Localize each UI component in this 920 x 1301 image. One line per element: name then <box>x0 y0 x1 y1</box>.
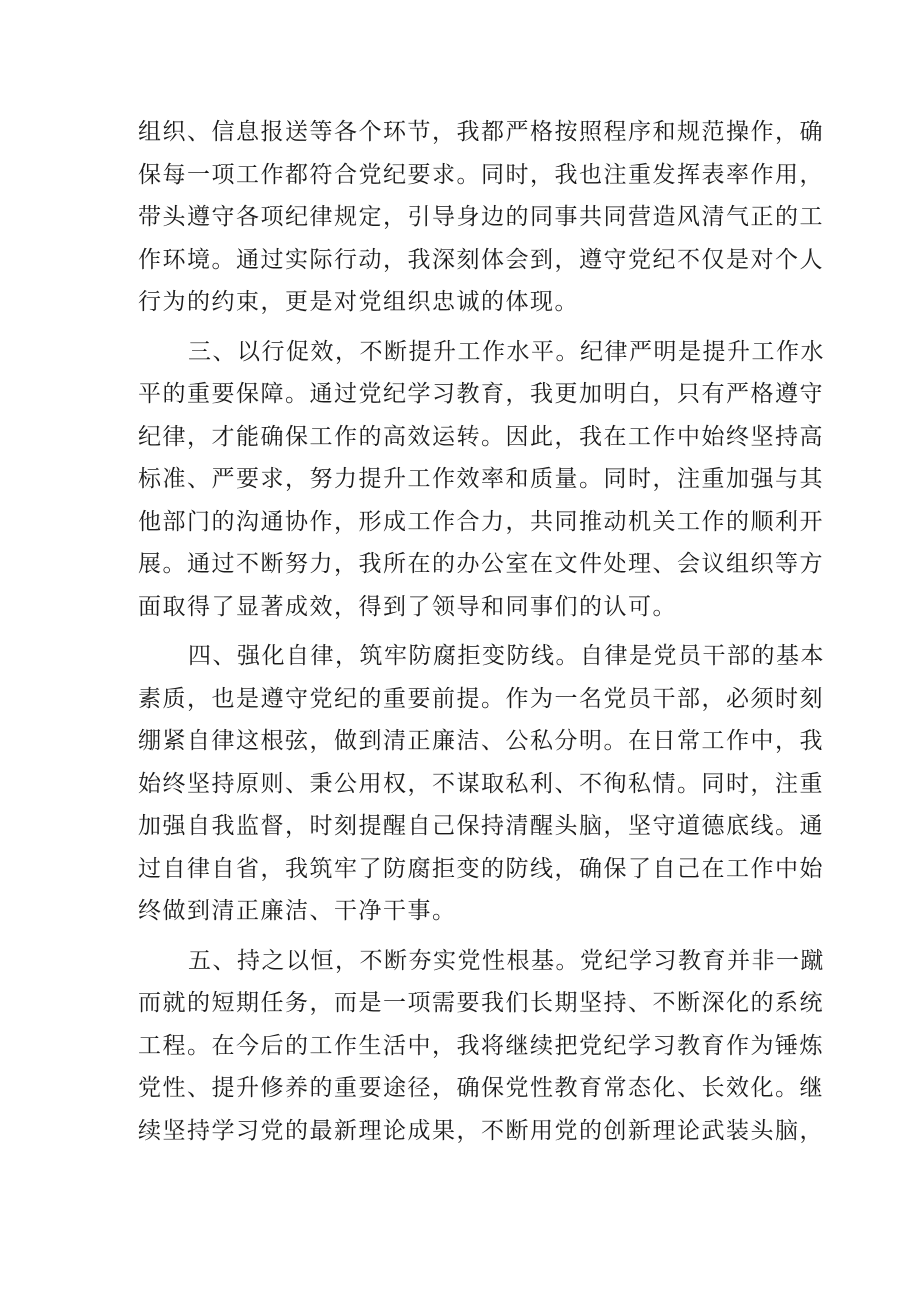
paragraph-4 <box>138 940 825 1153</box>
text-line: 纪律，才能确保工作的高效运转。因此，我在工作中始终坚持高 <box>138 423 824 450</box>
text-line: 五、持之以恒，不断夯实党性根基。党纪学习教育并非一蹴 <box>188 947 825 974</box>
text-line: 保每一项工作都符合党纪要求。同时，我也注重发挥表率作用， <box>138 161 824 188</box>
text-line: 标准、严要求，努力提升工作效率和质量。同时，注重加强与其 <box>138 466 824 492</box>
paragraph-3 <box>138 635 825 933</box>
text-line: 三、以行促效，不断提升工作水平。纪律严明是提升工作水 <box>188 338 825 365</box>
text-line: 始终坚持原则、秉公用权，不谋取私利、不徇私情。同时，注重 <box>138 770 824 797</box>
paragraph-2 <box>138 331 825 629</box>
text-line: 平的重要保障。通过党纪学习教育，我更加明白，只有严格遵守 <box>138 381 824 407</box>
paragraph-1 <box>138 111 824 324</box>
text-line: 四、强化自律，筑牢防腐拒变防线。自律是党员干部的基本 <box>188 643 825 669</box>
text-line: 工程。在今后的工作生活中，我将继续把党纪学习教育作为锤炼 <box>138 1032 824 1059</box>
text-line: 党性、提升修养的重要途径，确保党性教育常态化、长效化。继 <box>138 1075 824 1101</box>
text-line: 续坚持学习党的最新理论成果，不断用党的创新理论武装头脑， <box>138 1117 824 1144</box>
text-line: 过自律自省，我筑牢了防腐拒变的防线，确保了自己在工作中始 <box>138 855 824 882</box>
text-line: 素质，也是遵守党纪的重要前提。作为一名党员干部，必须时刻 <box>138 685 824 712</box>
text-line: 行为的约束，更是对党组织忠诚的体现。 <box>138 289 579 315</box>
text-line: 加强自我监督，时刻提醒自己保持清醒头脑，坚守道德底线。通 <box>138 813 824 839</box>
text-line: 展。通过不断努力，我所在的办公室在文件处理、会议组织等方 <box>138 551 824 577</box>
document-body <box>138 111 825 1159</box>
text-line: 面取得了显著成效，得到了领导和同事们的认可。 <box>138 593 677 620</box>
text-line: 他部门的沟通协作，形成工作合力，共同推动机关工作的顺利开 <box>138 508 824 535</box>
text-line: 带头遵守各项纪律规定，引导身边的同事共同营造风清气正的工 <box>138 204 824 230</box>
text-line: 作环境。通过实际行动，我深刻体会到，遵守党纪不仅是对个人 <box>138 246 824 273</box>
text-line: 绷紧自律这根弦，做到清正廉洁、公私分明。在日常工作中，我 <box>138 728 824 754</box>
text-line: 而就的短期任务，而是一项需要我们长期坚持、不断深化的系统 <box>138 990 824 1016</box>
text-line: 终做到清正廉洁、干净干事。 <box>138 898 457 924</box>
text-line: 组织、信息报送等各个环节，我都严格按照程序和规范操作，确 <box>138 119 824 145</box>
